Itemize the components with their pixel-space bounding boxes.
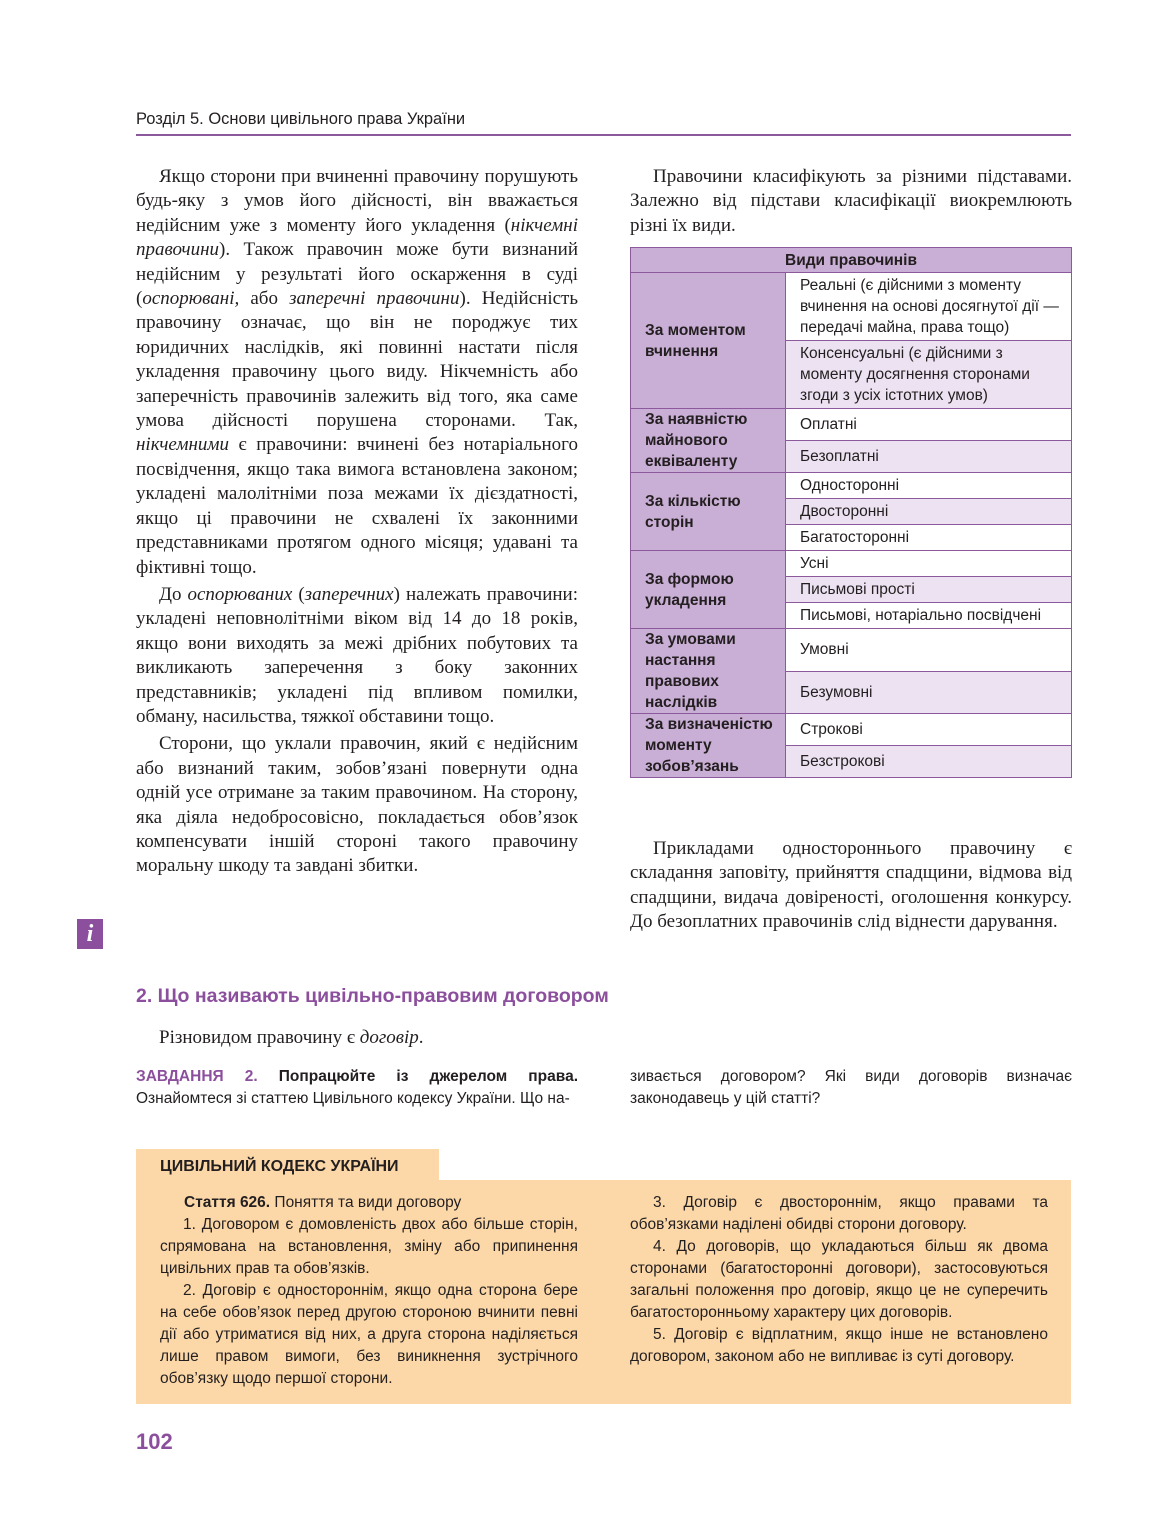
text-run: ) належать правочини: укладені неповнолітніми віком від 14 до 18 років, якщо вони виходять за межі дрібних побутових та викликають заперечення з боку законних представників; укладені під впливом помилки, обману, насильства, тяжкої обставини тощо. xyxy=(136,583,578,727)
category-cell: За формою укладення xyxy=(631,551,786,629)
text-run: ). Також правочин може бути визнаний недійсним у результаті його оскарження в суді ( xyxy=(136,239,578,310)
transaction-types-table xyxy=(630,247,1072,778)
type-cell: Строкові xyxy=(786,714,1072,746)
table-title: Види правочинів xyxy=(631,248,1072,273)
italic-term: оспорюваних xyxy=(187,583,293,605)
article-heading xyxy=(136,1192,578,1214)
type-cell: Умовні xyxy=(786,629,1072,672)
right-column xyxy=(630,165,1072,238)
article-title: Поняття та види договору xyxy=(274,1194,462,1211)
paragraph-void-transactions xyxy=(136,165,578,580)
intro-text: Різновидом правочину є xyxy=(159,1027,360,1048)
italic-term: нікчемними xyxy=(136,434,230,456)
article-label: Стаття 626. xyxy=(184,1194,271,1211)
text-run: Якщо сторони при вчиненні правочину порушують будь-яку з умов його дійсності, він вважається недійсним уже з моменту його укладення ( xyxy=(136,166,578,236)
civil-code-box xyxy=(136,1180,1071,1404)
type-cell: Реальні (є дійсними з моменту вчинення на основі досягнутої дії — передачі майна, права тощо) xyxy=(786,273,1072,341)
section-intro xyxy=(159,1027,424,1049)
category-cell: За моментом вчинення xyxy=(631,273,786,409)
task-label: ЗАВДАННЯ 2. xyxy=(136,1068,258,1085)
table-row xyxy=(631,273,1072,341)
type-cell: Безумовні xyxy=(786,671,1072,714)
intro-end: . xyxy=(418,1027,424,1048)
examples-paragraph-wrap xyxy=(630,837,1072,935)
type-cell: Односторонні xyxy=(786,473,1072,499)
task-right: зивається договором? Які види договорів визначає законодавець у цій статті? xyxy=(630,1068,1072,1107)
code-paragraph: 5. Договір є відплатним, якщо інше не встановлено договором, законом або не випливає із суті договору. xyxy=(630,1326,1048,1365)
code-left-column xyxy=(160,1192,578,1390)
text-run: є правочини: вчинені без нотаріального посвідчення, якщо така вимога встановлена законом; укладені малолітніми поза межами їх дієздатності, якщо ці правочини не схвалені їх законними представниками протягом одного місяця; удавані та фіктивні тощо. xyxy=(136,434,578,578)
code-paragraph: 2. Договір є одностороннім, якщо одна сторона бере на себе обов’язок перед другою стороною вчинити певні дії або утриматися від них, а друга сторона наділяється лише правом вимоги, без виникнення зустрічного обов’язку щодо першої сторони. xyxy=(160,1282,578,1387)
italic-term: заперечних xyxy=(304,583,394,605)
intro-italic: договір xyxy=(359,1027,419,1048)
info-icon: i xyxy=(77,919,103,949)
italic-term: заперечні правочини xyxy=(289,288,460,310)
task-text-left: Ознайомтеся зі статтею Цивільного кодексу України. Що на- xyxy=(136,1090,570,1107)
task-title: Попрацюйте із джерелом права. xyxy=(278,1068,579,1085)
text-run: ). Недійсність правочину означає, що він не породжує тих юридичних наслідків, які повинні настати після укладення правочину цього виду. Нікчемність або заперечність правочинів залежить від того, яка саме умова дійсності порушена сторонами. Так, xyxy=(136,288,578,432)
italic-term: оспорювані, xyxy=(142,288,240,310)
examples-paragraph: Прикладами одностороннього правочину є складання заповіту, прийняття спадщини, відмова від спадщини, видача довіреності, оголошення конкурсу. До безоплатних правочинів слід віднести дарування. xyxy=(630,838,1072,933)
table-row xyxy=(631,409,1072,441)
page-number: 102 xyxy=(136,1429,173,1454)
italic-term: нікчемні правочини xyxy=(136,214,578,261)
category-cell: За кількістю сторін xyxy=(631,473,786,551)
type-cell: Багатосторонні xyxy=(786,525,1072,551)
category-cell: За наявністю майнового еквіваленту xyxy=(631,409,786,473)
section-title: 2. Що називають цивільно-правовим договором xyxy=(136,985,609,1007)
table-body xyxy=(631,273,1072,778)
table-row xyxy=(631,473,1072,499)
table-row xyxy=(631,629,1072,672)
table-row xyxy=(631,551,1072,577)
category-cell: За умовами настання правових наслідків xyxy=(631,629,786,714)
page-header: Розділ 5. Основи цивільного права України xyxy=(136,110,1071,136)
text-run: Сторони, що уклали правочин, який є недійсним або визнаний таким, зобов’язані повернути одна одній усе отримане за таким правочином. На сторону, яка діяла недобросовісно, покладається обов’язок компенсувати іншій стороні такого правочину моральну шкоду та завдані збитки. xyxy=(136,733,578,877)
left-column xyxy=(136,165,578,882)
text-run: або xyxy=(239,288,290,310)
type-cell: Письмові, нотаріально посвідчені xyxy=(786,603,1072,629)
type-cell: Письмові прості xyxy=(786,577,1072,603)
classification-intro: Правочини класифікують за різними підставами. Залежно від підстави класифікації виокремлюють різні їх види. xyxy=(630,166,1072,236)
table-row xyxy=(631,714,1072,746)
type-cell: Оплатні xyxy=(786,409,1072,441)
paragraph-disputable-transactions xyxy=(136,583,578,729)
paragraph-consequences xyxy=(136,732,578,878)
text-run: ( xyxy=(292,583,305,605)
type-cell: Безстрокові xyxy=(786,746,1072,778)
type-cell: Усні xyxy=(786,551,1072,577)
code-paragraph: 3. Договір є двостороннім, якщо правами та обов’язками наділені обидві сторони договору. xyxy=(630,1194,1048,1233)
task-left xyxy=(136,1066,578,1110)
civil-code-tab: ЦИВІЛЬНИЙ КОДЕКС УКРАЇНИ xyxy=(136,1149,439,1184)
category-cell: За визначеністю моменту зобов’язань xyxy=(631,714,786,778)
code-paragraph: 1. Договором є домовленість двох або більше сторін, спрямована на встановлення, зміну або припинення цивільних прав та обов’язків. xyxy=(160,1216,578,1277)
type-cell: Консенсуальні (є дійсними з моменту досягнення сторонами згоди з усіх істотних умов) xyxy=(786,341,1072,409)
type-cell: Двосторонні xyxy=(786,499,1072,525)
code-paragraph: 4. До договорів, що укладаються більш як двома сторонами (багатосторонні договори), застосовуються загальні положення про договір, якщо це не суперечить багатосторонньому характеру цих договорів. xyxy=(630,1238,1048,1321)
text-run: До xyxy=(159,583,188,605)
code-right-column xyxy=(630,1192,1048,1368)
type-cell: Безоплатні xyxy=(786,441,1072,473)
